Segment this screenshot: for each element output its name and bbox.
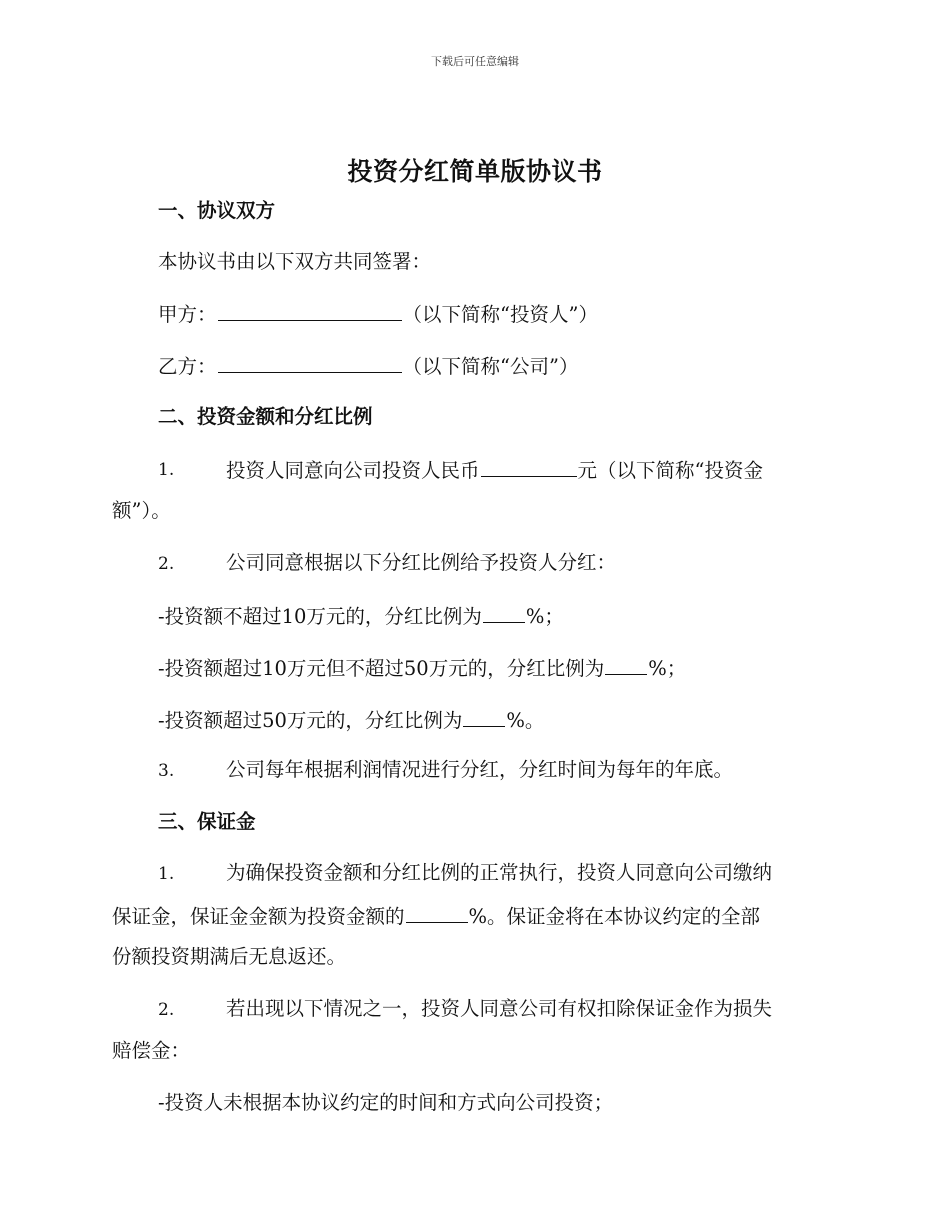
deposit-ratio-suffix: %。保证金将在本协议约定的全部 bbox=[468, 905, 761, 928]
investment-amount-text: 投资人同意向公司投资人民币 bbox=[226, 459, 480, 482]
dividend-tier-3-blank[interactable] bbox=[463, 706, 505, 727]
section-2-heading: 二、投资金额和分红比例 bbox=[158, 405, 373, 428]
section-3-item-1-line-3: 份额投资期满后无息返还。 bbox=[112, 945, 347, 968]
section-2-item-1-line-1 bbox=[226, 456, 763, 484]
section-3-item-1-line-1: 为确保投资金额和分红比例的正常执行，投资人同意向公司缴纳 bbox=[226, 861, 773, 884]
dividend-tier-1-percent: %； bbox=[525, 605, 564, 628]
document-title: 投资分红简单版协议书 bbox=[347, 157, 603, 186]
section-2-item-1-line-2: 额”）。 bbox=[112, 499, 171, 522]
section-2-item-2-number: 2. bbox=[158, 554, 175, 574]
dividend-tier-3-text: -投资额超过50万元的，分红比例为 bbox=[158, 709, 463, 732]
section-2-item-3-number: 3. bbox=[158, 761, 175, 781]
deposit-ratio-text: 保证金，保证金金额为投资金额的 bbox=[112, 905, 405, 928]
section-3-item-2-line-1: 若出现以下情况之一，投资人同意公司有权扣除保证金作为损失 bbox=[226, 997, 773, 1020]
dividend-tier-2-percent: %； bbox=[648, 657, 687, 680]
party-b-suffix: （以下简称“公司”） bbox=[402, 355, 579, 378]
party-a-suffix: （以下简称“投资人”） bbox=[402, 303, 598, 326]
section-3-item-1-number: 1. bbox=[158, 864, 175, 884]
section-3-item-2-line-2: 赔偿金： bbox=[112, 1039, 191, 1062]
party-b-line bbox=[158, 352, 578, 380]
dividend-tier-2 bbox=[158, 654, 686, 682]
dividend-tier-1-blank[interactable] bbox=[483, 602, 525, 623]
investment-amount-blank[interactable] bbox=[481, 456, 577, 477]
party-a-blank[interactable] bbox=[218, 300, 402, 321]
investment-amount-suffix: 元（以下简称“投资金 bbox=[577, 459, 763, 482]
dividend-tier-1-text: -投资额不超过10万元的，分红比例为 bbox=[158, 605, 482, 628]
dividend-tier-2-blank[interactable] bbox=[605, 654, 647, 675]
deduction-case-1: -投资人未根据本协议约定的时间和方式向公司投资； bbox=[158, 1091, 614, 1114]
section-3-item-2-number: 2. bbox=[158, 1000, 175, 1020]
dividend-tier-3-percent: %。 bbox=[506, 709, 545, 732]
deposit-ratio-blank[interactable] bbox=[406, 902, 468, 923]
section-3-heading: 三、保证金 bbox=[158, 810, 256, 833]
dividend-tier-3 bbox=[158, 706, 544, 734]
section-1-intro: 本协议书由以下双方共同签署： bbox=[158, 250, 432, 273]
page-header-note: 下载后可任意编辑 bbox=[431, 55, 519, 68]
party-a-label: 甲方： bbox=[158, 303, 217, 326]
party-a-line bbox=[158, 300, 598, 328]
section-1-heading: 一、协议双方 bbox=[158, 199, 276, 222]
party-b-blank[interactable] bbox=[218, 352, 402, 373]
dividend-tier-1 bbox=[158, 602, 564, 630]
section-2-item-3: 公司每年根据利润情况进行分红，分红时间为每年的年底。 bbox=[226, 758, 734, 781]
section-2-item-2: 公司同意根据以下分红比例给予投资人分红： bbox=[226, 551, 617, 574]
dividend-tier-2-text: -投资额超过10万元但不超过50万元的，分红比例为 bbox=[158, 657, 605, 680]
section-3-item-1-line-2 bbox=[112, 902, 760, 930]
party-b-label: 乙方： bbox=[158, 355, 217, 378]
section-2-item-1-number: 1. bbox=[158, 460, 175, 480]
